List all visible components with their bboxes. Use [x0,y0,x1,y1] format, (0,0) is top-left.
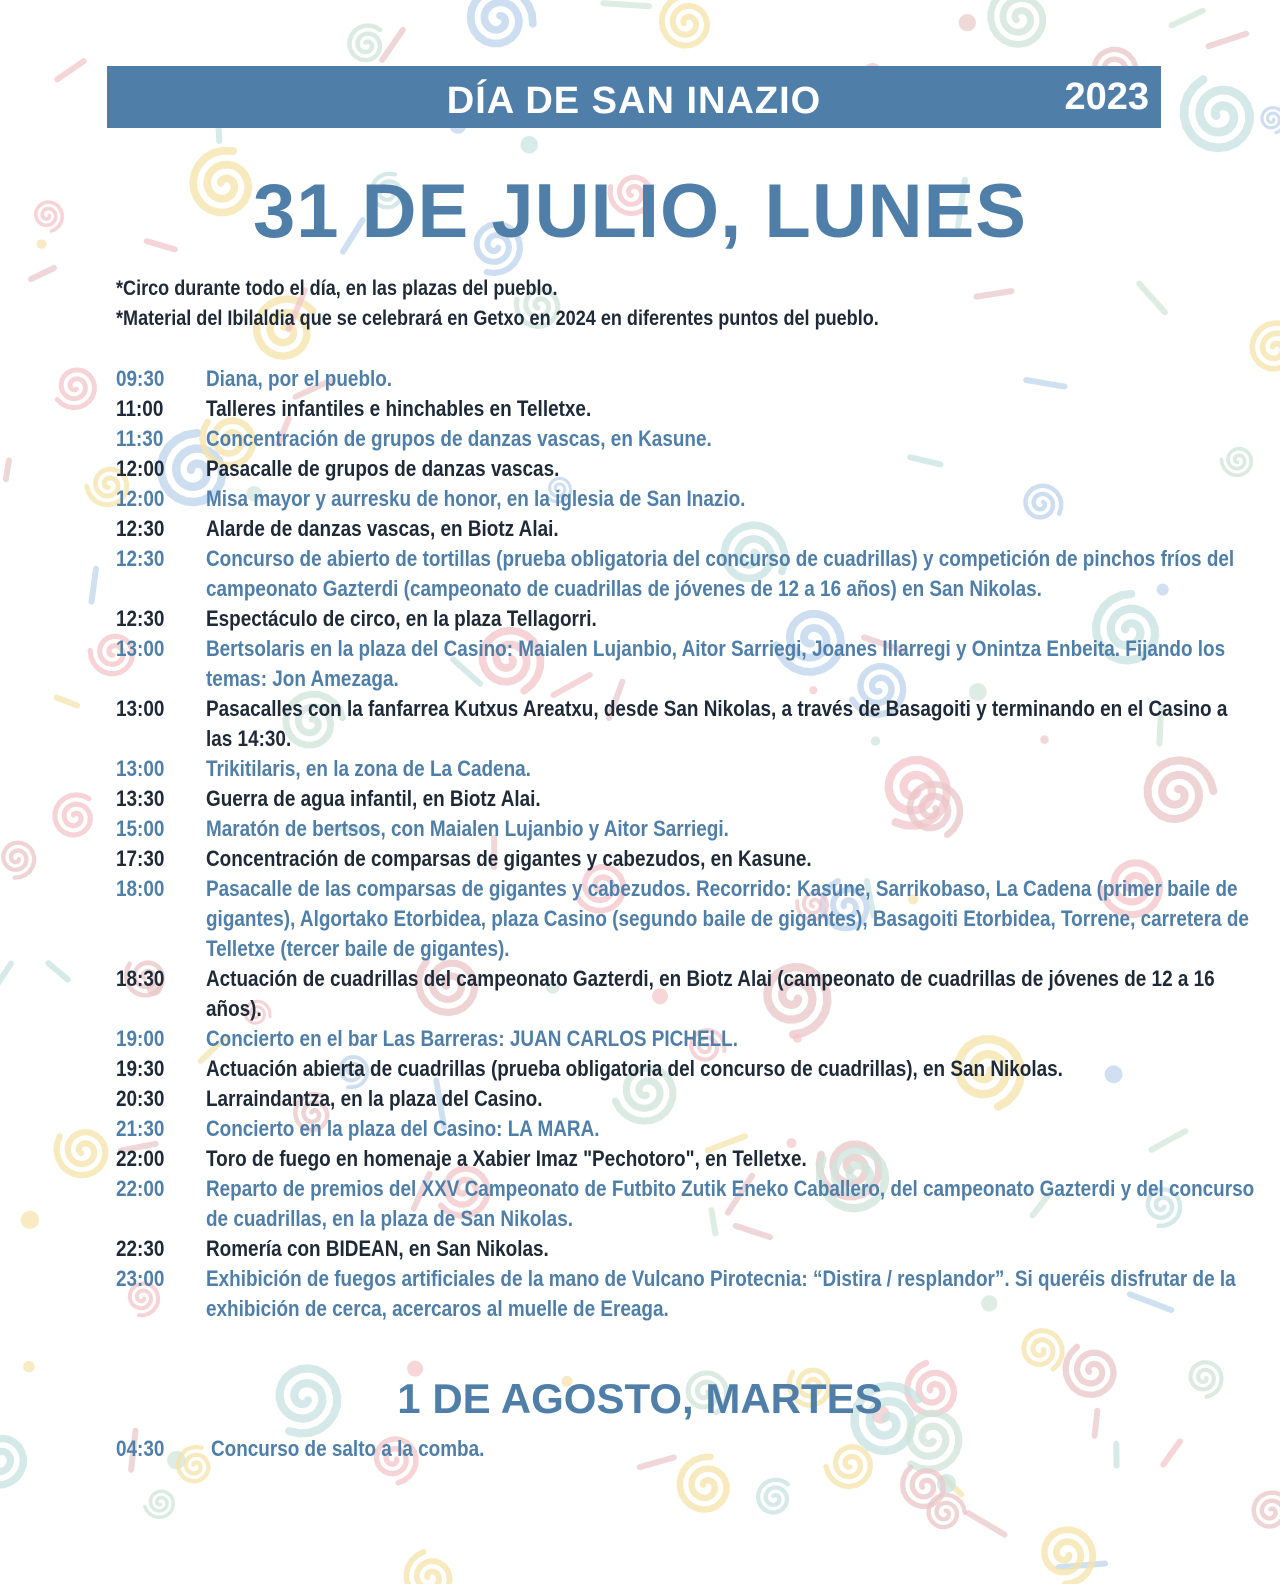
event-description-wrap [206,364,1255,394]
schedule-event [116,604,1176,634]
banner-year: 2023 [1064,76,1149,118]
event-description: Maratón de bertsos, con Maialen Lujanbio y Aitor Sarriegi. [206,816,729,841]
event-description: Romería con BIDEAN, en San Nikolas. [206,1236,549,1261]
day1-title: 31 DE JULIO, LUNES [253,169,1027,254]
event-description: Toro de fuego en homenaje a Xabier Imaz "Pechotoro", en Telletxe. [206,1146,807,1171]
event-description-wrap [206,754,1255,784]
event-description: Actuación de cuadrillas del campeonato Gazterdi, en Biotz Alai (campeonato de cuadrillas de jóvenes de 12 a 16 años). [206,966,1215,1021]
event-time: 12:30 [116,516,165,541]
event-description-wrap [206,454,1255,484]
event-time: 23:00 [116,1266,165,1291]
schedule-event [116,1114,1176,1144]
event-time: 12:30 [116,546,165,571]
event-description-wrap [206,844,1255,874]
event-description-wrap [206,394,1255,424]
header-banner [107,66,1161,128]
schedule-event [116,814,1176,844]
event-time: 20:30 [116,1086,165,1111]
event-time: 13:30 [116,786,165,811]
event-description-wrap [206,814,1255,844]
event-description: Actuación abierta de cuadrillas (prueba obligatoria del concurso de cuadrillas), en San Nikolas. [206,1056,1063,1081]
schedule-event [116,634,1226,694]
note-circus: *Circo durante todo el día, en las plazas del pueblo. [116,277,558,300]
banner-title: DÍA DE SAN INAZIO [446,80,822,122]
event-description: Pasacalles con la fanfarrea Kutxus Areatxu, desde San Nikolas, a través de Basagoiti y terminando en el Casino a las 14:30. [206,696,1228,751]
schedule-event [116,964,1215,1024]
event-description-wrap [206,1264,1255,1324]
event-description-wrap [206,1174,1255,1234]
event-time: 22:30 [116,1236,165,1261]
event-description: Concierto en la plaza del Casino: LA MARA. [206,1116,600,1141]
event-description: Concentración de comparsas de gigantes y cabezudos, en Kasune. [206,846,812,871]
schedule-event [116,1144,1176,1174]
event-description: Diana, por el pueblo. [206,366,393,391]
event-description: Pasacalle de grupos de danzas vascas. [206,456,560,481]
event-description: Exhibición de fuegos artificiales de la mano de Vulcano Pirotecnia: “Distira / resplandor”. Si queréis disfrutar de la exhibición de cerca, acercaros al muelle de Ereaga. [206,1266,1236,1321]
schedule-event [116,1234,1176,1264]
event-description-wrap [206,604,1255,634]
event-description-wrap [206,1084,1255,1114]
event-description-wrap [206,634,1255,694]
schedule-event [116,1084,1176,1114]
event-time: 21:30 [116,1116,165,1141]
schedule-event [116,544,1235,604]
day1-schedule [116,364,1255,1324]
event-time: 17:30 [116,846,165,871]
schedule-event [116,1434,1176,1464]
event-description: Guerra de agua infantil, en Biotz Alai. [206,786,541,811]
schedule-event [116,874,1249,964]
event-description: Talleres infantiles e hinchables en Telletxe. [206,396,592,421]
event-time: 12:30 [116,606,165,631]
note-ibilaldia: *Material del Ibilaldia que se celebrará en Getxo en 2024 en diferentes puntos del pueblo. [116,307,879,330]
schedule-event [116,364,1176,394]
event-time: 22:00 [116,1176,165,1201]
event-time: 13:00 [116,756,165,781]
event-description-wrap [211,1434,1260,1464]
event-description-wrap [206,784,1255,814]
schedule-event [116,754,1176,784]
event-description-wrap [206,1054,1255,1084]
day2-title: 1 DE AGOSTO, MARTES [397,1375,883,1422]
event-time: 19:00 [116,1026,165,1051]
schedule-event [116,394,1176,424]
event-time: 15:00 [116,816,165,841]
event-time: 04:30 [116,1436,165,1461]
event-description: Alarde de danzas vascas, en Biotz Alai. [206,516,559,541]
schedule-event [116,1054,1176,1084]
event-description-wrap [206,1234,1255,1264]
event-description: Concurso de salto a la comba. [211,1436,485,1461]
event-description-wrap [206,484,1255,514]
schedule-event [116,484,1176,514]
day2-schedule [116,1434,1176,1464]
event-description: Espectáculo de circo, en la plaza Tellagorri. [206,606,597,631]
event-description-wrap [206,964,1255,1024]
event-time: 13:00 [116,636,165,661]
event-time: 18:00 [116,876,165,901]
schedule-event [116,694,1228,754]
event-description-wrap [206,514,1255,544]
event-time: 19:30 [116,1056,165,1081]
event-description-wrap [206,424,1255,454]
event-description-wrap [206,874,1255,964]
event-description-wrap [206,1144,1255,1174]
schedule-event [116,1024,1176,1054]
event-description: Concurso de abierto de tortillas (prueba obligatoria del concurso de cuadrillas) y competición de pinchos fríos del campeonato Gazterdi (campeonato de cuadrillas de jóvenes de 12 a 16 años) en San Nikolas. [206,546,1235,601]
event-description: Concierto en el bar Las Barreras: JUAN CARLOS PICHELL. [206,1026,738,1051]
schedule-event [116,1264,1236,1324]
event-description-wrap [206,544,1255,604]
event-description: Bertsolaris en la plaza del Casino: Maialen Lujanbio, Aitor Sarriegi, Joanes Illarregi y Onintza Enbeita. Fijando los temas: Jon Amezaga. [206,636,1226,691]
schedule-event [116,424,1176,454]
event-time: 12:00 [116,486,165,511]
general-notes [116,274,1176,334]
schedule-event [116,454,1176,484]
event-description: Reparto de premios del XXV Campeonato de Futbito Zutik Eneko Caballero, del campeonato Gazterdi y del concurso de cuadrillas, en la plaza de San Nikolas. [206,1176,1255,1231]
event-description-wrap [206,694,1255,754]
event-description-wrap [206,1114,1255,1144]
event-description-wrap [206,1024,1255,1054]
event-description: Misa mayor y aurresku de honor, en la iglesia de San Inazio. [206,486,746,511]
event-time: 18:30 [116,966,165,991]
event-description: Trikitilaris, en la zona de La Cadena. [206,756,531,781]
event-time: 09:30 [116,366,165,391]
schedule-event [116,784,1176,814]
event-description: Larraindantza, en la plaza del Casino. [206,1086,543,1111]
event-time: 13:00 [116,696,165,721]
event-time: 11:00 [116,396,164,421]
event-time: 11:30 [116,426,164,451]
schedule-event [116,1174,1255,1234]
event-description: Pasacalle de las comparsas de gigantes y cabezudos. Recorrido: Kasune, Sarrikobaso, La Cadena (primer baile de gigantes), Algortako Etorbidea, plaza Casino (segundo baile de gigantes), Basagoiti Etorbidea, Torrene, carretera de Telletxe (tercer baile de gigantes). [206,876,1249,961]
event-description: Concentración de grupos de danzas vascas, en Kasune. [206,426,712,451]
event-time: 22:00 [116,1146,165,1171]
schedule-event [116,514,1176,544]
event-time: 12:00 [116,456,165,481]
schedule-event [116,844,1176,874]
